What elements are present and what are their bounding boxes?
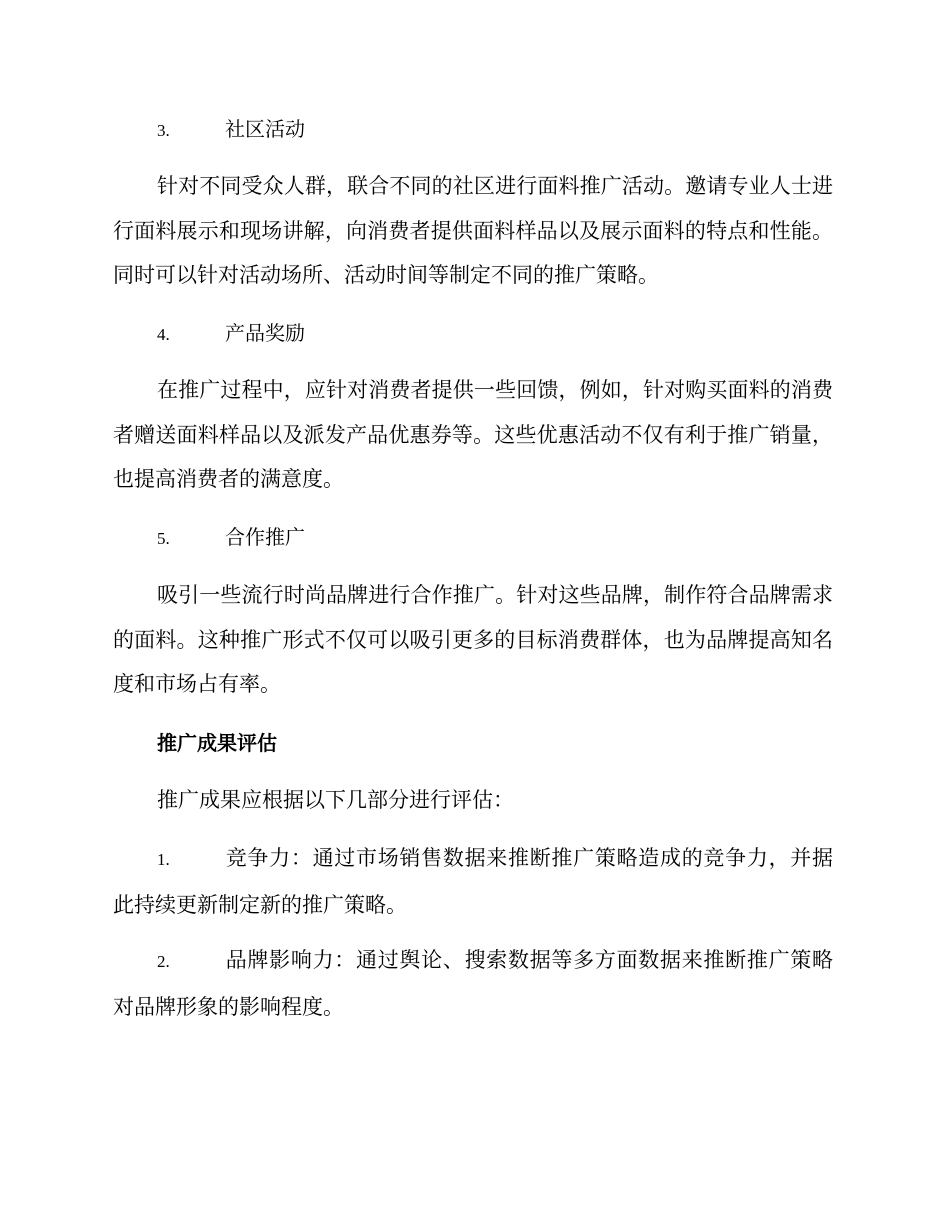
section-3-title: 社区活动: [225, 117, 305, 141]
section-3-paragraph: 针对不同受众人群，联合不同的社区进行面料推广活动。邀请专业人士进行面料展示和现场讲解，向消费者提供面料样品以及展示面料的特点和性能。同时可以针对活动场所、活动时间等制定不同的推广策略。: [113, 174, 833, 287]
evaluation-item-1-text: 竞争力：通过市场销售数据来推断推广策略造成的竞争力，并据此持续更新制定新的推广策略。: [113, 846, 833, 917]
section-5-heading: [157, 522, 833, 554]
section-3-number: 3.: [157, 121, 170, 140]
section-4-title: 产品奖励: [225, 321, 305, 345]
evaluation-item-2: [113, 938, 833, 1029]
section-5-number: 5.: [157, 529, 170, 548]
evaluation-item-1-number: 1.: [157, 850, 170, 869]
section-4-number: 4.: [157, 325, 170, 344]
section-4-heading: [157, 318, 833, 350]
evaluation-item-1: [113, 836, 833, 927]
section-4-paragraph: 在推广过程中，应针对消费者提供一些回馈，例如，针对购买面料的消费者赠送面料样品以及派发产品优惠券等。这些优惠活动不仅有利于推广销量，也提高消费者的满意度。: [113, 378, 833, 491]
section-5-title: 合作推广: [225, 525, 305, 549]
evaluation-heading: 推广成果评估: [157, 731, 277, 755]
evaluation-intro: 推广成果应根据以下几部分进行评估：: [157, 788, 514, 812]
section-5-paragraph: 吸引一些流行时尚品牌进行合作推广。针对这些品牌，制作符合品牌需求的面料。这种推广形式不仅可以吸引更多的目标消费群体，也为品牌提高知名度和市场占有率。: [113, 583, 833, 696]
section-3-heading: [157, 114, 833, 146]
evaluation-item-2-text: 品牌影响力：通过舆论、搜索数据等多方面数据来推断推广策略对品牌形象的影响程度。: [113, 948, 833, 1019]
evaluation-item-2-number: 2.: [157, 952, 170, 971]
